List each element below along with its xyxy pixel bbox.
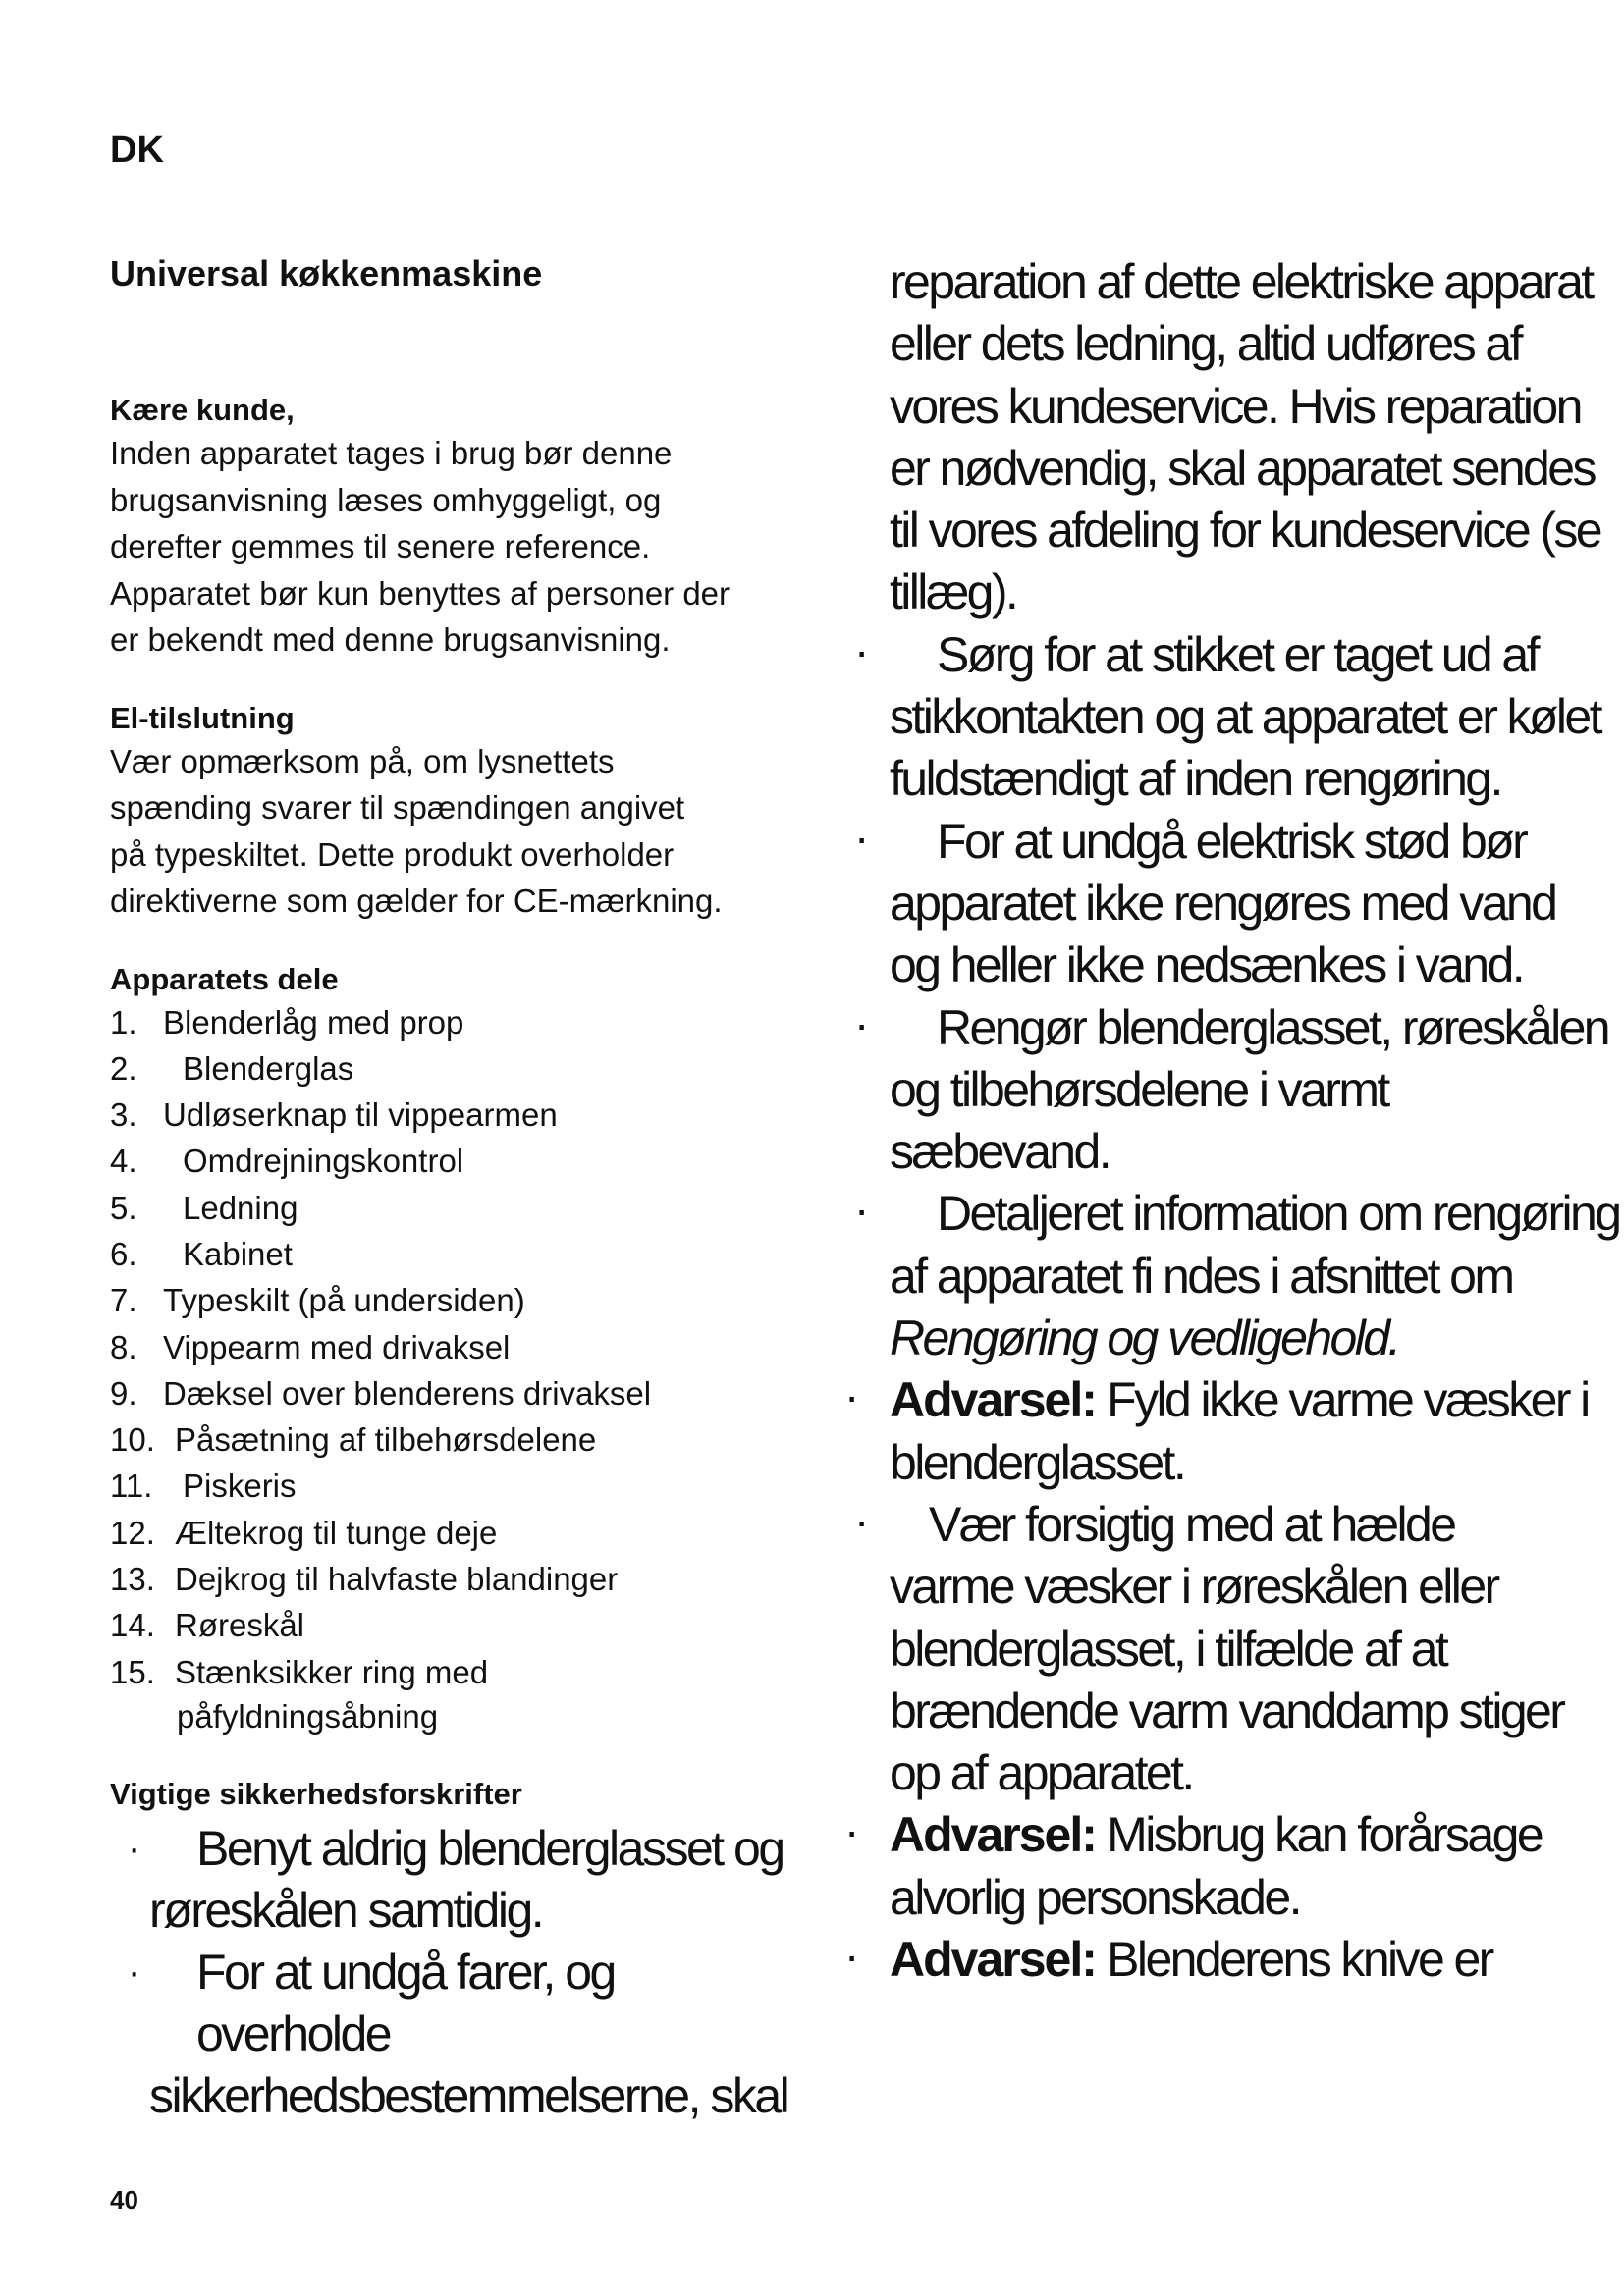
- bullet-line: Sørg for at stikket er taget ud af: [937, 626, 1538, 682]
- list-item: [110, 1556, 797, 1602]
- item-number: 14.: [110, 1607, 155, 1644]
- bullet-line: røreskålen samtidig.: [149, 1882, 543, 1938]
- continuation-line: vores kundeservice. Hvis reparation: [890, 378, 1581, 434]
- bullet-icon: ·: [128, 1949, 138, 1994]
- safety-bullet: [854, 1494, 1577, 1804]
- item-number: 11.: [110, 1468, 153, 1505]
- bullet-line: varme væsker i røreskålen eller: [890, 1559, 1498, 1615]
- warning-label: Advarsel:: [890, 1372, 1096, 1428]
- safety-left-bullets: [110, 1818, 797, 2127]
- intro-line: Inden apparatet tages i brug bør denne: [110, 435, 673, 471]
- safety-bullet: [854, 811, 1577, 997]
- document-title: Universal køkkenmaskine: [110, 253, 543, 294]
- safety-bullet: [110, 1818, 797, 1942]
- electric-section: [110, 699, 797, 925]
- bullet-icon: ·: [128, 1826, 138, 1870]
- list-item: [110, 1277, 797, 1323]
- item-number: 6.: [110, 1235, 137, 1272]
- bullet-line: op af apparatet.: [890, 1745, 1193, 1801]
- intro-heading: Kære kunde,: [110, 393, 295, 427]
- item-text: Blenderlåg med prop: [163, 1003, 464, 1041]
- list-item: [110, 1231, 797, 1277]
- item-number: 10.: [110, 1421, 155, 1459]
- item-number: 4.: [110, 1143, 137, 1180]
- safety-bullet: [854, 1183, 1620, 1369]
- intro-line: derefter gemmes til senere reference.: [110, 528, 651, 564]
- bullet-line: og heller ikke nedsænkes i vand.: [890, 937, 1523, 993]
- item-text: Typeskilt (på undersiden): [163, 1282, 525, 1319]
- list-item: [110, 1463, 797, 1509]
- item-text: Blenderglas: [183, 1049, 354, 1087]
- electric-line: spænding svarer til spændingen angivet: [110, 789, 685, 826]
- continuation-line: til vores afdeling for kundeservice (se: [890, 503, 1600, 559]
- bullet-line: Detaljeret information om rengøring: [937, 1186, 1620, 1242]
- warning-text: Blenderens knive er: [1095, 1932, 1492, 1988]
- item-number: 5.: [110, 1189, 137, 1226]
- item-number: 15.: [110, 1653, 155, 1690]
- bullet-icon: ·: [844, 1805, 860, 1857]
- list-item: [110, 1649, 797, 1695]
- bullet-icon: ·: [854, 997, 870, 1049]
- bullet-line: alvorlig personskade.: [890, 1869, 1300, 1925]
- continuation-line: reparation af dette elektriske apparat: [890, 254, 1593, 309]
- continuation-line: eller dets ledning, altid udføres af: [890, 316, 1521, 372]
- bullet-line: For at undgå elektrisk stød bør: [937, 813, 1527, 869]
- list-item: [110, 1138, 797, 1184]
- warning-bullet: [844, 1369, 1589, 1494]
- bullet-line: blenderglasset, i tilfælde af at: [890, 1621, 1447, 1677]
- item-text: Vippearm med drivaksel: [163, 1328, 511, 1365]
- list-item: [110, 1602, 797, 1648]
- bullet-icon: ·: [854, 811, 870, 863]
- bullet-icon: ·: [844, 1930, 860, 1982]
- list-item: [110, 999, 797, 1045]
- item-number: 8.: [110, 1328, 137, 1365]
- item-number: 1.: [110, 1003, 137, 1041]
- item-text: Dejkrog til halvfaste blandinger: [175, 1561, 619, 1598]
- electric-line: på typeskiltet. Dette produkt overholder: [110, 835, 675, 873]
- bullet-line: sæbevand.: [890, 1124, 1110, 1180]
- continuation-line: tillæg).: [890, 564, 1017, 620]
- item-number: 2.: [110, 1049, 137, 1087]
- left-column: [110, 391, 797, 2127]
- item-text: Omdrejningskontrol: [183, 1143, 464, 1180]
- bullet-line: brændende varm vanddamp stiger: [890, 1682, 1564, 1738]
- item-text: Påsætning af tilbehørsdelene: [175, 1421, 597, 1459]
- bullet-line: blenderglasset.: [890, 1434, 1185, 1490]
- intro-line: brugsanvisning læses omhyggeligt, og: [110, 481, 662, 518]
- warning-label: Advarsel:: [890, 1932, 1096, 1988]
- bullet-icon: ·: [844, 1370, 860, 1422]
- item-number: 9.: [110, 1374, 137, 1412]
- warning-text: Fyld ikke varme væsker i: [1095, 1372, 1589, 1428]
- item-text: Ledning: [183, 1189, 298, 1226]
- bullet-line: Benyt aldrig blenderglasset og: [196, 1820, 784, 1876]
- safety-bullet: [110, 1942, 797, 2127]
- bullet-icon: ·: [854, 1184, 870, 1236]
- right-column: [844, 251, 1620, 1991]
- safety-heading: Vigtige sikkerhedsforskrifter: [110, 1776, 522, 1811]
- list-item: [110, 1185, 797, 1231]
- safety-bullet: [854, 624, 1600, 811]
- continuation-line: er nødvendig, skal apparatet sendes: [890, 440, 1595, 496]
- bullet-line: Rengør blenderglasset, røreskålen: [937, 999, 1609, 1055]
- bullet-line: stikkontakten og at apparatet er kølet: [890, 689, 1600, 745]
- bullet-line: og tilbehørsdelene i varmt: [890, 1061, 1388, 1117]
- language-code: DK: [110, 130, 164, 171]
- electric-line: direktiverne som gælder for CE-mærkning.: [110, 882, 723, 919]
- list-item: [110, 1510, 797, 1556]
- bullet-line: fuldstændigt af inden rengøring.: [890, 751, 1501, 807]
- parts-section: [110, 960, 797, 1737]
- list-item: [110, 1416, 797, 1463]
- item-text: Dæksel over blenderens drivaksel: [163, 1374, 652, 1412]
- bullet-line: For at undgå farer, og overholde: [196, 1944, 615, 2061]
- bullet-line-italic: Rengøring og vedligehold.: [890, 1310, 1399, 1366]
- bullet-line: af apparatet fi ndes i afsnittet om: [890, 1248, 1513, 1304]
- bullet-line: Vær forsigtig med at hælde: [929, 1496, 1455, 1552]
- warning-text: Misbrug kan forårsage: [1095, 1807, 1543, 1863]
- item-text: Udløserknap til vippearmen: [163, 1096, 558, 1134]
- warning-bullet: [844, 1929, 1577, 1991]
- intro-line: Apparatet bør kun benyttes af personer der: [110, 574, 731, 612]
- item-text: Æltekrog til tunge deje: [175, 1514, 498, 1551]
- parts-list: [110, 999, 797, 1695]
- list-item: [110, 1324, 797, 1370]
- electric-line: Vær opmærksom på, om lysnettets: [110, 742, 615, 779]
- parts-heading: Apparatets dele: [110, 961, 339, 996]
- bullet-icon: ·: [854, 624, 870, 676]
- item-number: 7.: [110, 1282, 137, 1319]
- item-number: 13.: [110, 1561, 155, 1598]
- safety-bullet: [854, 997, 1609, 1184]
- warning-bullet: [844, 1804, 1577, 1929]
- item-text: Kabinet: [183, 1235, 293, 1272]
- item-number: 3.: [110, 1096, 137, 1134]
- bullet-line: sikkerhedsbestemmelserne, skal: [149, 2067, 788, 2123]
- bullet-icon: ·: [854, 1494, 870, 1546]
- list-item: [110, 1092, 797, 1138]
- list-item: [110, 1045, 797, 1092]
- item-text: Røreskål: [175, 1607, 305, 1644]
- item-text: Piskeris: [183, 1468, 297, 1505]
- item-continuation: påfyldningsåbning: [177, 1697, 439, 1735]
- list-item: [110, 1370, 797, 1416]
- warning-label: Advarsel:: [890, 1807, 1096, 1863]
- intro-line: er bekendt med denne brugsanvisning.: [110, 621, 671, 658]
- item-number: 12.: [110, 1514, 155, 1551]
- bullet-line: apparatet ikke rengøres med vand: [890, 875, 1556, 931]
- intro-section: [110, 391, 797, 664]
- electric-heading: El-tilslutning: [110, 700, 295, 735]
- page-number: 40: [110, 2185, 138, 2215]
- item-text: Stænksikker ring med: [175, 1653, 489, 1690]
